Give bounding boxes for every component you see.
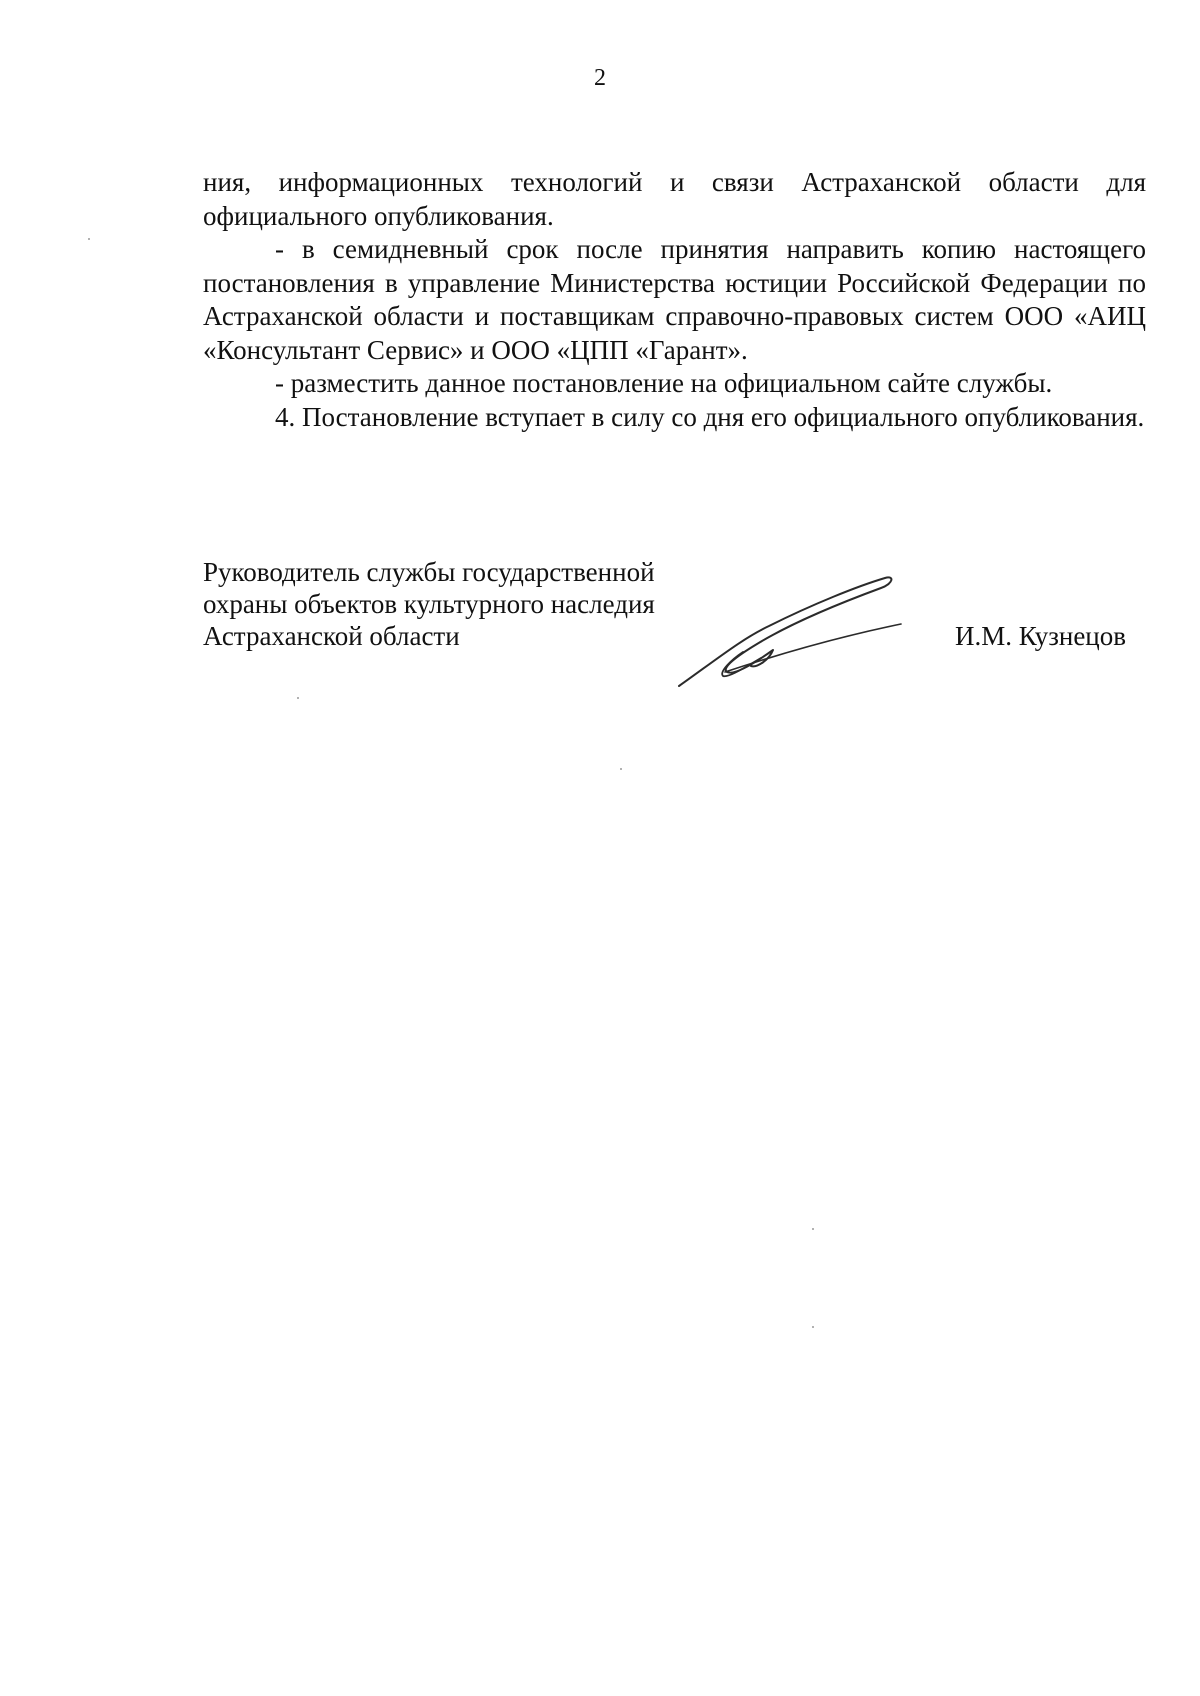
signature-block [203,556,1146,696]
scan-speck [297,697,299,699]
scan-speck [812,1326,814,1328]
signer-title [203,556,655,652]
document-body [203,166,1146,434]
signer-title-line-1: Руководитель службы государственной [203,557,655,587]
signer-title-line-3: Астраханской области [203,621,460,651]
scan-speck [620,768,622,770]
paragraph-2: - в семидневный срок после принятия направить копию настоящего постановления в управление Министерства юстиции Российской Федерации по Астраханской области и поставщикам справочно-правовых систем ООО «АИЦ «Консультант Сервис» и ООО «ЦПП «Гарант». [203,234,1146,365]
paragraph-1: ния, информационных технологий и связи Астраханской области для официального опубликования. [203,167,1146,231]
paragraph-3: - разместить данное постановление на официальном сайте службы. [275,368,1053,398]
signer-title-line-2: охраны объектов культурного наследия [203,589,655,619]
scan-speck [88,238,90,240]
scan-speck [812,1228,814,1230]
page-number: 2 [594,65,606,91]
handwritten-signature-icon [673,564,913,694]
signer-name: И.М. Кузнецов [954,621,1126,651]
paragraph-4: 4. Постановление вступает в силу со дня его официального опубликования. [275,401,1145,432]
